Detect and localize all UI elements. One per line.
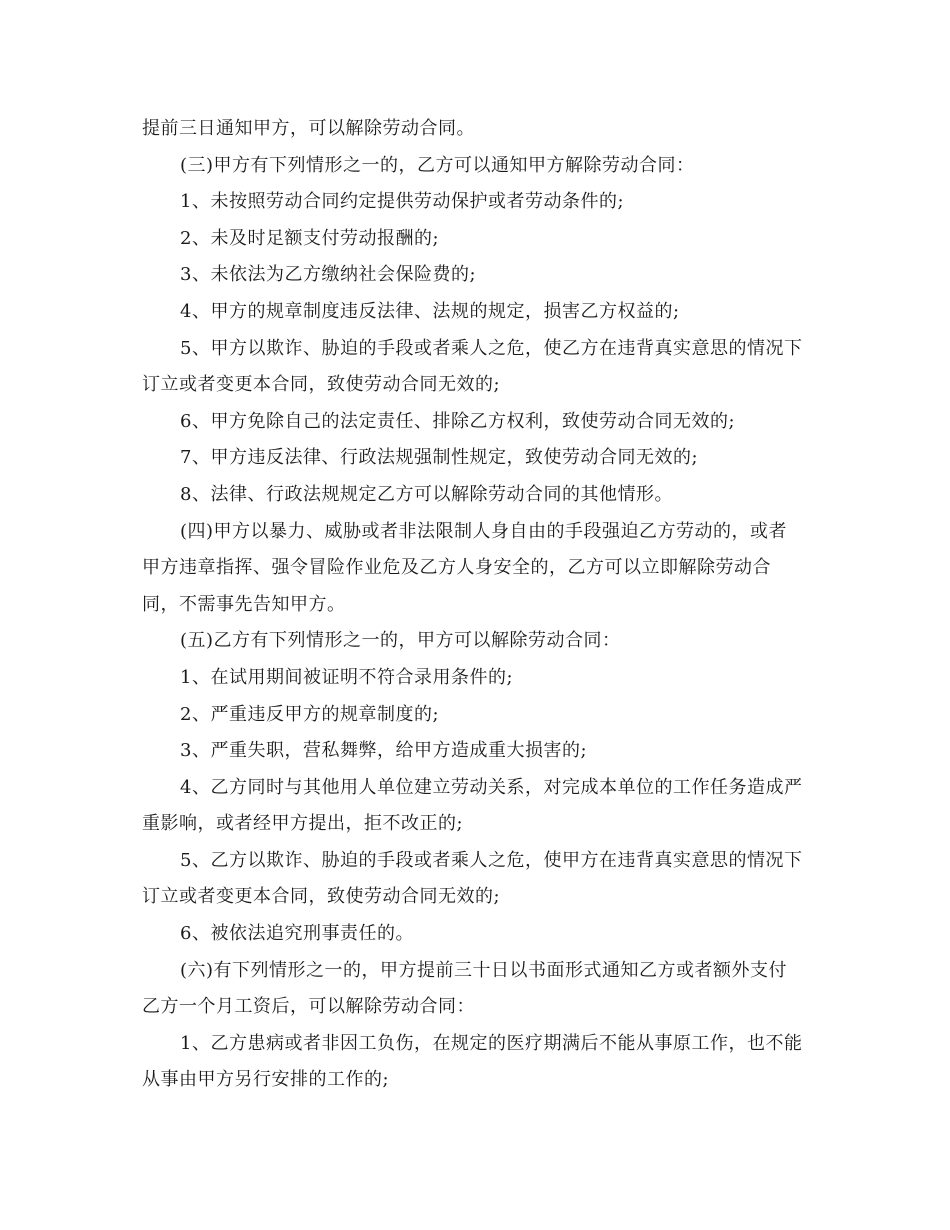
text-line: 提前三日通知甲方，可以解除劳动合同。	[142, 118, 475, 139]
text-line: 5、乙方以欺诈、胁迫的手段或者乘人之危，使甲方在违背真实意思的情况下	[180, 849, 803, 871]
text-line: 甲方违章指挥、强令冒险作业危及乙方人身安全的，乙方可以立即解除劳动合	[142, 557, 771, 579]
document-body	[142, 111, 812, 1099]
text-line: 1、乙方患病或者非因工负伤，在规定的医疗期满后不能从事原工作，也不能	[180, 1032, 803, 1054]
text-line: 3、严重失职，营私舞弊，给甲方造成重大损害的;	[180, 740, 588, 762]
text-line: 3、未依法为乙方缴纳社会保险费的;	[180, 264, 477, 286]
text-line: (三)甲方有下列情形之一的，乙方可以通知甲方解除劳动合同：	[180, 154, 695, 176]
text-line: 订立或者变更本合同，致使劳动合同无效的;	[142, 886, 501, 908]
text-line: 重影响，或者经甲方提出，拒不改正的;	[142, 813, 464, 835]
text-line: 乙方一个月工资后，可以解除劳动合同：	[142, 996, 475, 1018]
text-line: 8、法律、行政法规规定乙方可以解除劳动合同的其他情形。	[180, 483, 673, 505]
text-line: 4、乙方同时与其他用人单位建立劳动关系，对完成本单位的工作任务造成严	[180, 776, 803, 798]
text-line: 6、甲方免除自己的法定责任、排除乙方权利，致使劳动合同无效的;	[180, 410, 736, 432]
text-line: 订立或者变更本合同，致使劳动合同无效的;	[142, 374, 501, 396]
text-line: 2、严重违反甲方的规章制度的;	[180, 703, 440, 725]
text-line: (四)甲方以暴力、威胁或者非法限制人身自由的手段强迫乙方劳动的，或者	[180, 520, 788, 542]
text-line: 5、甲方以欺诈、胁迫的手段或者乘人之危，使乙方在违背真实意思的情况下	[180, 337, 803, 359]
text-line: 6、被依法追究刑事责任的。	[180, 923, 414, 945]
text-line: 从事由甲方另行安排的工作的;	[142, 1069, 390, 1091]
text-line: 同，不需事先告知甲方。	[142, 593, 346, 615]
text-line: 1、在试用期间被证明不符合录用条件的;	[180, 666, 514, 688]
text-line: (六)有下列情形之一的，甲方提前三十日以书面形式通知乙方或者额外支付	[180, 959, 788, 981]
text-line: 4、甲方的规章制度违反法律、法规的规定，损害乙方权益的;	[180, 300, 680, 322]
text-line: (五)乙方有下列情形之一的，甲方可以解除劳动合同：	[180, 630, 621, 652]
text-line: 7、甲方违反法律、行政法规强制性规定，致使劳动合同无效的;	[180, 447, 699, 469]
text-line: 1、未按照劳动合同约定提供劳动保护或者劳动条件的;	[180, 191, 625, 213]
text-line: 2、未及时足额支付劳动报酬的;	[180, 227, 440, 249]
